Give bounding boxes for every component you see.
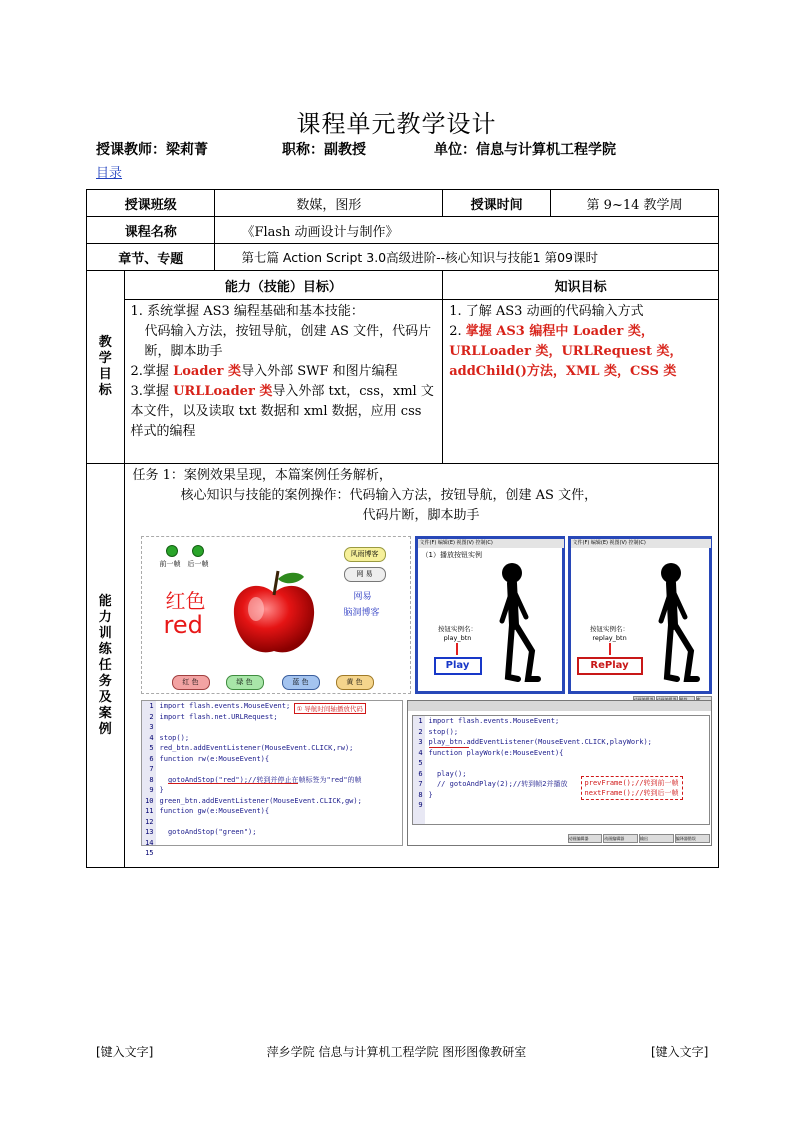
line-number: 13 [145,828,154,836]
tab-compiler-errors[interactable]: 编译器错误 [675,834,710,843]
code-line: gotoAndStop("green"); [159,828,257,836]
code-line: gotoAndStop("red");//转到并停止在帧标签为"red"的帧 [159,775,362,784]
color-name-cn: 红色 [165,589,206,613]
code-line: } [428,790,433,799]
ability-head: 能力（技能）目标） [124,271,443,300]
code-line: import flash.net.URLRequest; [159,712,278,721]
code-line: play(); [428,769,467,778]
line-number: 6 [149,754,154,763]
course-value: 《Flash 动画设计与制作》 [215,217,719,244]
line-number: 3 [149,723,154,731]
play-instance-label: 按钮实例名：play_btn [438,625,478,642]
footer-left: [键入文字] [96,1045,154,1059]
code-line: play_btn.addEventListener(MouseEvent.CLICK,playWork); [428,738,652,746]
footer-right: [键入文字] [651,1045,709,1059]
toc-link[interactable]: 目录 [96,166,123,181]
netease-link[interactable]: 网易 [353,592,372,602]
code-lines-1 [160,701,362,859]
code-line: import flash.events.MouseEvent; [428,717,560,725]
code-line [160,838,362,849]
code-line [160,848,362,859]
line-number: 2 [149,712,154,721]
design-table [86,189,719,868]
code-line [429,800,652,811]
line-number: 1 [149,702,154,710]
code-line [160,764,362,775]
time-value: 第 9~14 教学周 [551,190,719,217]
line-number: 4 [418,748,423,757]
teacher-name: 授课教师：梁莉菁 [96,142,208,158]
line-number: 8 [149,775,154,784]
code-line [160,722,362,733]
task-line-1: 任务 1：案例效果呈现，本篇案例任务解析， [132,468,392,483]
line-number: 8 [418,790,423,799]
play-panel-title: （1）播放按钮实例 [421,551,482,559]
code-line: function rw(e:MouseEvent){ [159,754,270,763]
line-numbers-1 [142,701,156,857]
code2-editor-area [412,715,710,825]
ability-goals: 1. 系统掌握 AS3 编程基础和基本技能： 代码输入方法，按钮导航，创建 AS 文件，代码片断，脚本助手 2.掌握 Loader 类导入外部 SWF 和图片编程 3.掌握 URLLoader 类导入外部 txt，css，xml 文本文件，以及读取 txt 数据和 xml 数据，应用 css 样式的编程 [124,300,443,464]
code-line [429,758,652,769]
red-button[interactable]: 红 色 [172,675,210,690]
play-menu-bar: 文件(F) 编辑(E) 视图(V) 控制(C) [418,539,564,548]
page-title: 课程单元教学设计 [296,110,497,138]
task-line-2: 核心知识与技能的案例操作：代码输入方法，按钮导航，创建 AS 文件， [180,488,598,503]
line-number: 11 [145,807,154,815]
replay-demo-panel [568,536,712,694]
teacher-unit: 单位：信息与计算机工程学院 [434,142,616,158]
line-number: 7 [418,780,423,788]
replay-button[interactable]: RePlay [577,657,643,675]
replay-instance-label: 按钮实例名：replay_btn [590,625,630,642]
teacher-rank: 职称：副教授 [282,142,366,158]
course-label: 课程名称 [87,217,215,244]
time-label: 授课时间 [443,190,551,217]
code-line: function playWork(e:MouseEvent){ [428,748,564,757]
line-number: 4 [149,733,154,742]
line-number: 7 [149,765,154,773]
code-line: red_btn.addEventListener(MouseEvent.CLICK,rw); [159,744,354,752]
task-line-3: 代码片断，脚本助手 [362,508,480,523]
replay-menu-bar: 文件(F) 编辑(E) 视图(V) 控制(C) [571,539,711,548]
code-editor-1 [141,700,403,857]
line-number: 9 [149,786,154,794]
code-line [160,817,362,828]
knowledge-head: 知识目标 [443,271,719,300]
blog-link[interactable]: 脑洞博客 [343,608,380,618]
netease-button[interactable]: 网 易 [344,567,386,582]
red-apple-icon [226,565,322,661]
prev-frame-icon[interactable] [166,545,178,557]
training-side-label: 能力训练任务及案例 [87,464,125,868]
replay-arrow-icon [609,643,611,655]
code-line: // gotoAndPlay(2);//转到帧2并播放 [428,780,568,788]
line-number: 12 [145,817,154,826]
code-line: stop(); [428,727,459,736]
stick-figure-icon [488,561,544,685]
blog-button[interactable]: 风雨博客 [344,547,386,562]
stick-figure-icon [647,561,703,685]
tab-output[interactable]: 输出 [639,834,674,843]
code-line: } [159,786,164,794]
line-numbers-2 [413,716,425,824]
line-number: 2 [418,727,423,736]
line-number: 5 [149,744,154,752]
blue-button[interactable]: 蓝 色 [282,675,320,690]
yellow-button[interactable]: 黄 色 [336,675,374,690]
play-button[interactable]: Play [434,657,482,675]
next-frame-icon[interactable] [192,545,204,557]
line-number: 14 [145,838,154,847]
line-number: 10 [145,796,154,805]
class-label: 授课班级 [87,190,215,217]
play-demo-panel [415,536,565,694]
code-line: import flash.events.MouseEvent; [159,702,291,710]
chapter-value: 第七篇 Action Script 3.0高级进阶--核心知识与技能1 第09课时 [215,244,719,271]
line-number: 5 [418,759,423,767]
color-name-en: red [163,611,203,639]
knowledge-goals: 1. 了解 AS3 动画的代码输入方式 2. 掌握 AS3 编程中 Loader 类，URLLoader 类，URLRequest 类，addChild()方法，XML 类，CSS 类 [443,300,719,464]
line-number: 3 [418,738,423,746]
play-arrow-icon [456,643,458,655]
code-line: stop(); [159,733,190,742]
prev-frame-label: 前一帧 [159,560,181,568]
line-number: 9 [418,801,423,809]
apple-demo-panel [141,536,411,694]
code1-underline [168,783,298,784]
goals-side-label: 教学目标 [87,271,125,464]
code2-note: prevFrame();//转到前一帧 nextFrame();//转到后一帧 [581,776,683,800]
line-number: 15 [145,849,154,857]
code1-note: ① 导航时间轴播放代码 [294,703,366,714]
next-frame-label: 后一帧 [187,560,209,568]
code2-toolbar [408,701,711,711]
code-line: function gw(e:MouseEvent){ [159,807,270,815]
code-line: green_btn.addEventListener(MouseEvent.CLICK,gw); [159,796,362,805]
tab-motion-editor-2[interactable]: 动画编辑器 [603,834,638,843]
line-number: 1 [418,717,423,725]
chapter-label: 章节、专题 [87,244,215,271]
green-button[interactable]: 绿 色 [226,675,264,690]
training-content [124,464,718,868]
code-editor-2 [407,700,712,846]
line-number: 6 [418,769,423,778]
code2-bottom-tabs [568,834,710,843]
code2-underline [429,747,469,748]
footer-center: 萍乡学院 信息与计算机工程学院 图形图像教研室 [266,1045,527,1059]
case-figure [133,532,698,857]
tab-motion-editor[interactable]: 动画编辑器 [568,834,603,843]
class-value: 数媒，图形 [215,190,443,217]
